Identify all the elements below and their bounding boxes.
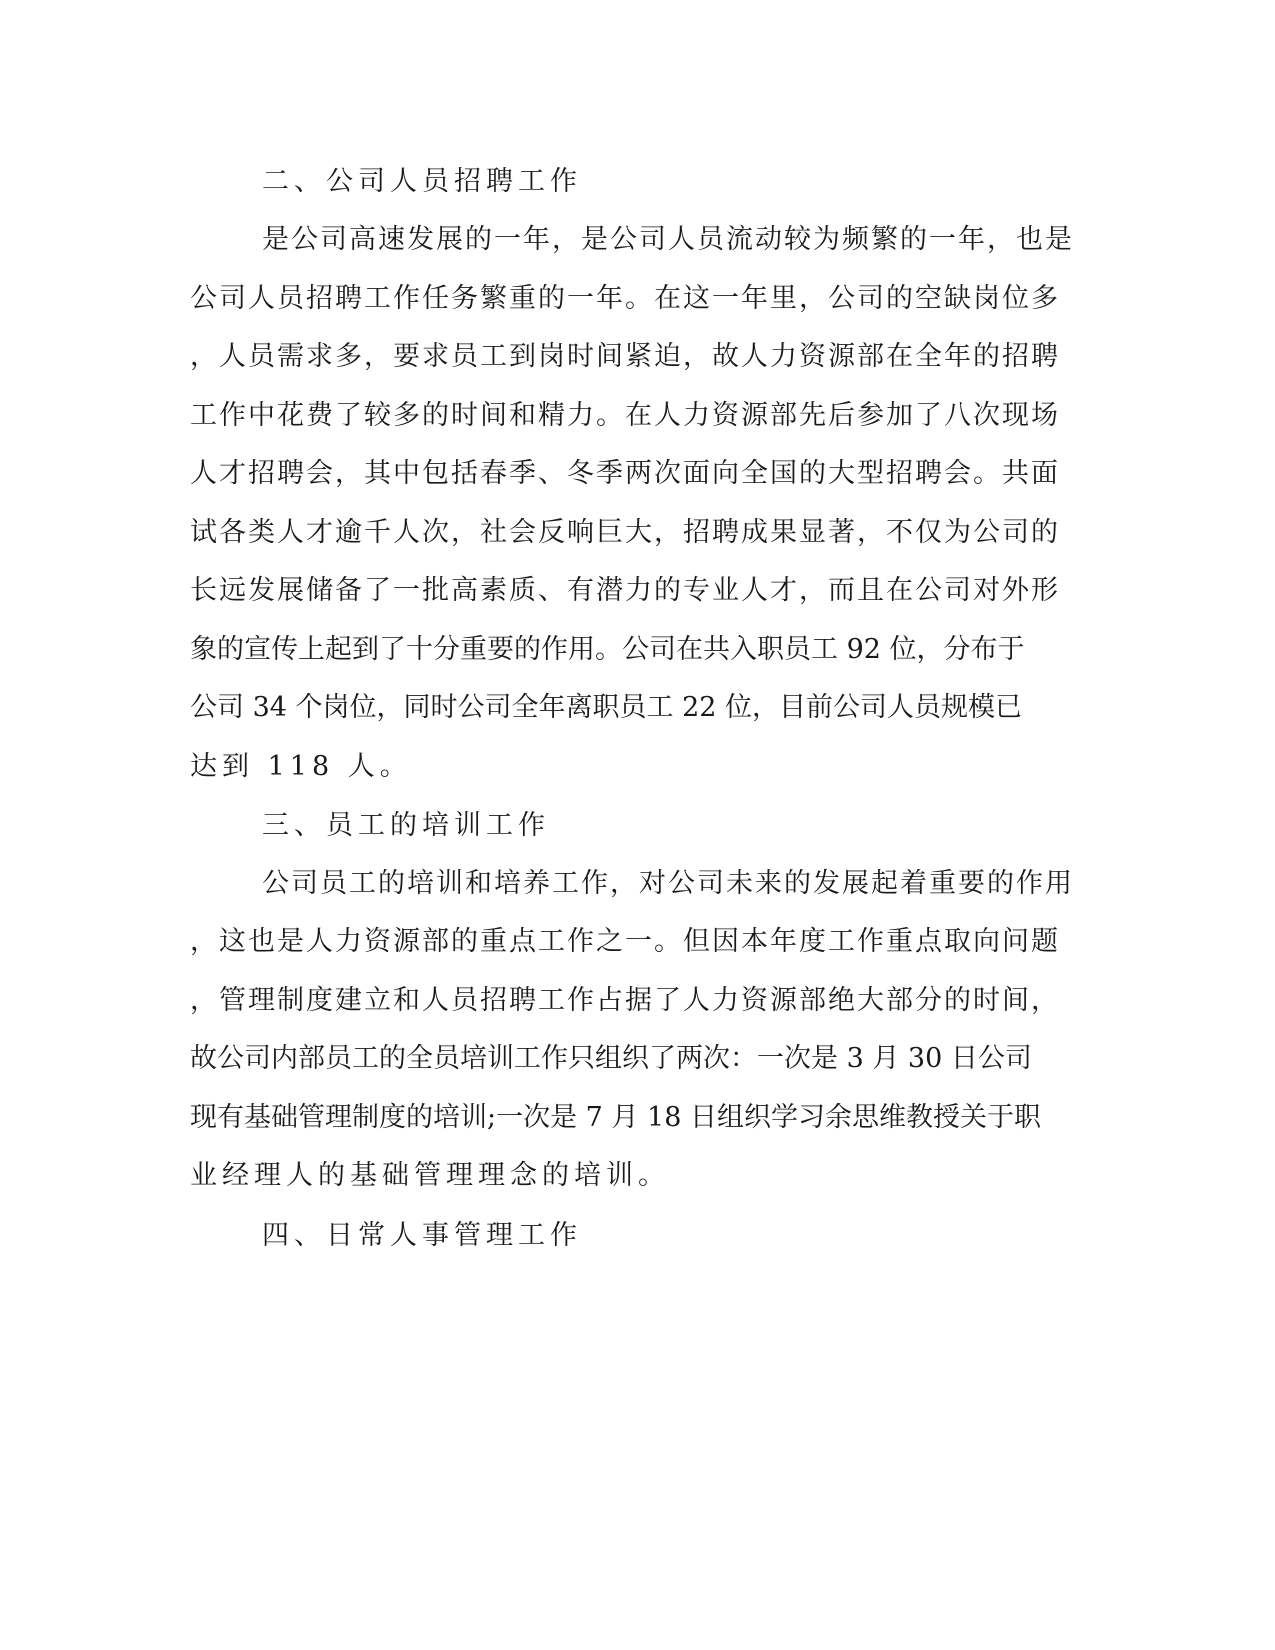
paragraph-line: ，这也是人力资源部的重点工作之一。但因本年度工作重点取向问题 (190, 926, 1060, 957)
paragraph-line: 达到 118 人。 (190, 751, 412, 782)
paragraph-line: 是公司高速发展的一年，是公司人员流动较为频繁的一年，也是 (262, 224, 1074, 255)
section-heading-recruitment: 二、公司人员招聘工作 (262, 166, 582, 197)
paragraph-line: 长远发展储备了一批高素质、有潜力的专业人才，而且在公司对外形 (190, 575, 1060, 606)
paragraph-line: 公司员工的培训和培养工作，对公司未来的发展起着重要的作用 (262, 868, 1074, 899)
paragraph-line: ，人员需求多，要求员工到岗时间紧迫，故人力资源部在全年的招聘 (190, 341, 1060, 372)
paragraph-line: ，管理制度建立和人员招聘工作占据了人力资源部绝大部分的时间， (190, 985, 1060, 1016)
paragraph-line: 象的宣传上起到了十分重要的作用。公司在共入职员工 92 位，分布于 (190, 634, 1025, 665)
section-heading-training: 三、员工的培训工作 (262, 810, 550, 841)
paragraph-line: 故公司内部员工的全员培训工作只组织了两次：一次是 3 月 30 日公司 (190, 1043, 1032, 1074)
paragraph-line: 公司 34 个岗位，同时公司全年离职员工 22 位，目前公司人员规模已 (190, 692, 1023, 723)
paragraph-line: 试各类人才逾千人次，社会反响巨大，招聘成果显著，不仅为公司的 (190, 517, 1060, 548)
paragraph-line: 现有基础管理制度的培训;一次是 7 月 18 日组织学习余思维教授关于职 (190, 1102, 1041, 1133)
paragraph-line: 工作中花费了较多的时间和精力。在人力资源部先后参加了八次现场 (190, 400, 1060, 431)
section-heading-daily-hr: 四、日常人事管理工作 (262, 1220, 582, 1251)
paragraph-line: 人才招聘会，其中包括春季、冬季两次面向全国的大型招聘会。共面 (190, 458, 1060, 489)
paragraph-line: 业经理人的基础管理理念的培训。 (190, 1160, 670, 1191)
paragraph-line: 公司人员招聘工作任务繁重的一年。在这一年里，公司的空缺岗位多 (190, 283, 1060, 314)
